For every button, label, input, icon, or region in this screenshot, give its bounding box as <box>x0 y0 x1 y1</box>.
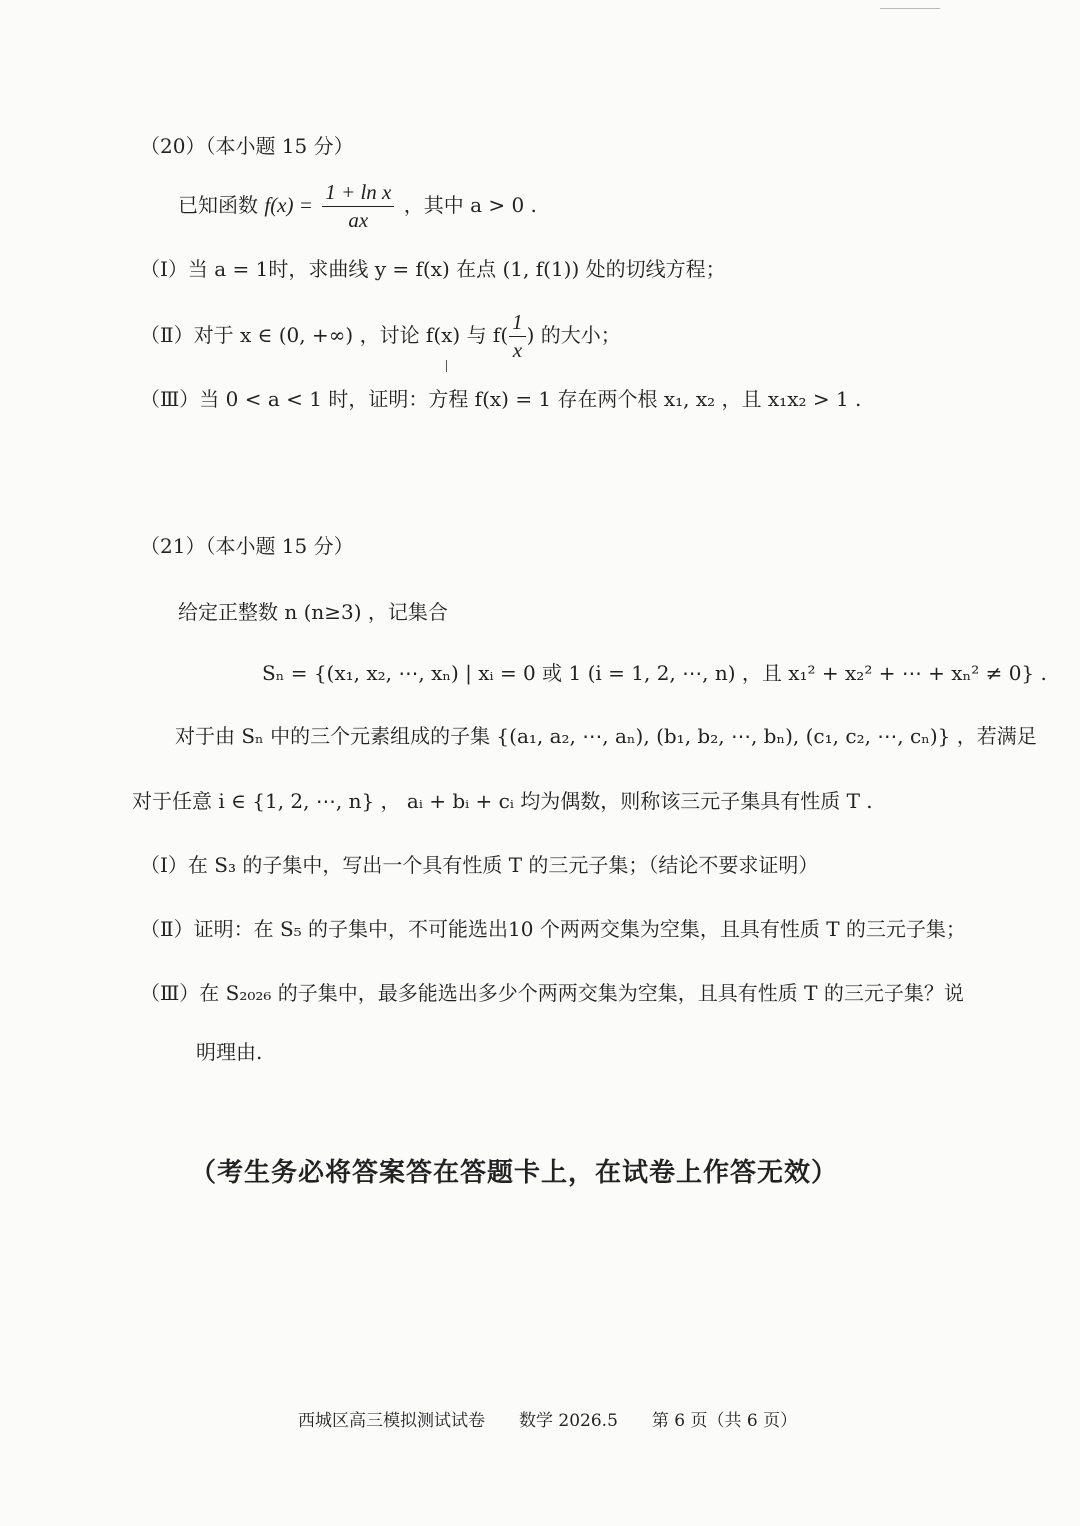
q21-intro: 给定正整数 n (n≥3) ，记集合 <box>178 600 448 624</box>
q20-part2 <box>140 310 621 363</box>
q20-frac-den: ax <box>348 208 369 233</box>
q21-part3-continued: 明理由. <box>196 1040 263 1064</box>
q21-part2: （Ⅱ）证明：在 S₅ 的子集中，不可能选出10 个两两交集为空集，且具有性质 T 的三元子集； <box>140 917 966 941</box>
q20-part1: （Ⅰ）当 a = 1时，求曲线 y = f(x) 在点 (1, f(1)) 处的切线方程； <box>140 257 726 281</box>
q20-part2-fraction <box>509 310 526 363</box>
q21-part3: （Ⅲ）在 S₂₀₂₆ 的子集中，最多能选出多少个两两交集为空集，且具有性质 T 的三元子集？说 <box>140 981 964 1005</box>
q20-f-lhs: f(x) = <box>264 193 313 218</box>
q20-part2-frac-num: 1 <box>509 310 526 337</box>
q20-intro-post: ，其中 a > 0 . <box>403 193 537 218</box>
pen-mark <box>446 360 447 372</box>
q21-line2: 对于任意 i ∈ {1, 2, ⋯, n} ， aᵢ + bᵢ + cᵢ 均为偶数，则称该三元子集具有性质 T . <box>132 789 873 813</box>
q21-set-definition: Sₙ = {(x₁, x₂, ⋯, xₙ) | xᵢ = 0 或 1 (i = 1, 2, ⋯, n) ，且 x₁² + x₂² + ⋯ + xₙ² ≠ 0} . <box>262 661 1047 685</box>
q21-part1: （Ⅰ）在 S₃ 的子集中，写出一个具有性质 T 的三元子集；（结论不要求证明） <box>140 853 819 877</box>
q21-line1: 对于由 Sₙ 中的三个元素组成的子集 {(a₁, a₂, ⋯, aₙ), (b₁, b₂, ⋯, bₙ), (c₁, c₂, ⋯, cₙ)} ，若满足 <box>175 724 1037 748</box>
q20-intro-pre: 已知函数 <box>178 193 258 218</box>
scan-mark <box>880 8 940 9</box>
q20-part3: （Ⅲ）当 0 < a < 1 时，证明：方程 f(x) = 1 存在两个根 x₁, x₂ ，且 x₁x₂ > 1 . <box>140 387 862 411</box>
q20-part2-pre: （Ⅱ）对于 x ∈ (0, +∞) ，讨论 f(x) 与 f( <box>140 323 509 348</box>
q20-header: （20）（本小题 15 分） <box>140 134 354 158</box>
q21-header: （21）（本小题 15 分） <box>140 534 354 558</box>
q20-frac-num: 1 + ln x <box>322 180 394 207</box>
page-footer: 西城区高三模拟测试试卷 数学 2026.5 第 6 页（共 6 页） <box>298 1411 798 1431</box>
answer-sheet-notice: （考生务必将答案答在答题卡上，在试卷上作答无效） <box>190 1158 839 1188</box>
q20-fraction <box>322 180 394 233</box>
q20-part2-frac-den: x <box>512 338 523 363</box>
q20-intro <box>178 180 537 233</box>
q20-part2-post: ) 的大小； <box>526 323 621 348</box>
